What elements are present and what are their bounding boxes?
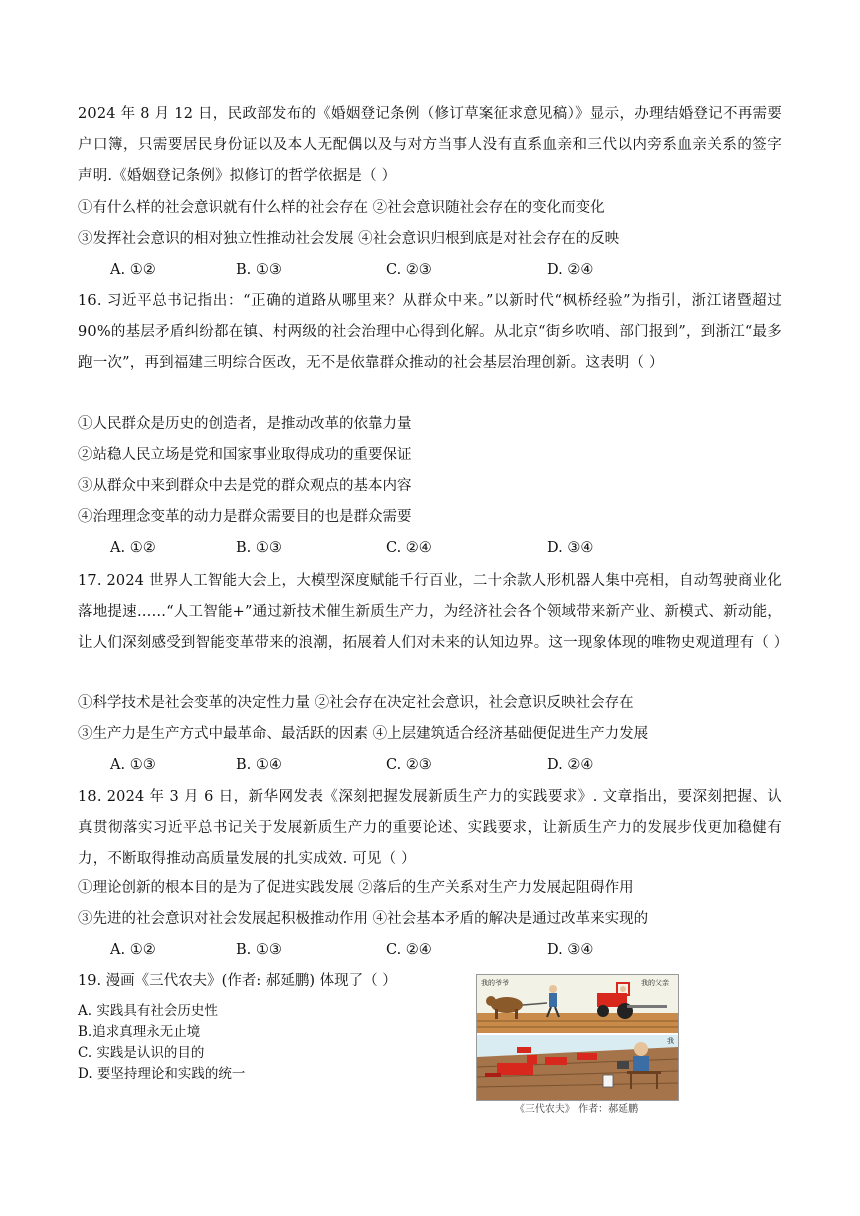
label-father: 我的父亲 xyxy=(641,979,669,987)
q16-item-2: ②站稳人民立场是党和国家事业取得成功的重要保证 xyxy=(78,447,412,463)
q17-option-c[interactable]: C. ②③ xyxy=(386,757,432,773)
q16-item-4: ④治理理念变革的动力是群众需要目的也是群众需要 xyxy=(78,509,412,525)
label-grandfather: 我的爷爷 xyxy=(481,979,509,987)
q16-option-d[interactable]: D. ③④ xyxy=(547,540,594,556)
q17-statements-2: ③生产力是生产方式中最革命、最活跃的因素 ④上层建筑适合经济基础便促进生产力发展 xyxy=(78,726,649,742)
q16-options xyxy=(110,538,670,558)
q18-option-c[interactable]: C. ②④ xyxy=(386,942,432,958)
q17-option-b[interactable]: B. ①④ xyxy=(236,757,282,773)
q18-statements-2: ③先进的社会意识对社会发展起积极推动作用 ④社会基本矛盾的解决是通过改革来实现的 xyxy=(78,911,649,927)
q18-option-b[interactable]: B. ①③ xyxy=(236,942,282,958)
q19-option-c[interactable]: C. 实践是认识的目的 xyxy=(78,1045,205,1061)
q16-item-1: ①人民群众是历史的创造者，是推动改革的依靠力量 xyxy=(78,416,412,432)
q19-option-a[interactable]: A. 实践具有社会历史性 xyxy=(78,1003,218,1019)
q16-option-a[interactable]: A. ①② xyxy=(110,540,156,556)
q15-option-b[interactable]: B. ①③ xyxy=(236,262,282,278)
q15-statements-2: ③发挥社会意识的相对独立性推动社会发展 ④社会意识归根到底是对社会存在的反映 xyxy=(78,231,620,247)
cartoon-drawing xyxy=(477,975,678,1100)
cartoon-caption: 《三代农夫》 作者：郝延鹏 xyxy=(514,1104,639,1115)
q17-statements-1: ①科学技术是社会变革的决定性力量 ②社会存在决定社会意识，社会意识反映社会存在 xyxy=(78,695,634,711)
q16-option-c[interactable]: C. ②④ xyxy=(386,540,432,556)
q17-stem: 17. 2024 世界人工智能大会上，大模型深度赋能千行百业，二十余款人形机器人集中亮相，自动驾驶商业化落地提速……“人工智能+”通过新技术催生新质生产力，为经济社会各个领域带来新产业、新模式、新动能，让人们深刻感受到智能变革带来的浪潮，拓展着人们对未来的认知边界。这一现象体现的唯物史观道理有（ ） xyxy=(78,573,789,651)
q18-options xyxy=(110,940,670,960)
q17-option-a[interactable]: A. ①③ xyxy=(110,757,156,773)
q19-option-b[interactable]: B.追求真理永无止境 xyxy=(78,1024,201,1040)
q15-stem: 2024 年 8 月 12 日，民政部发布的《婚姻登记条例（修订草案征求意见稿）》显示，办理结婚登记不再需要户口簿，只需要居民身份证以及本人无配偶以及与对方当事人没有直系血亲和三代以内旁系血亲关系的签字声明.《婚姻登记条例》拟修订的哲学依据是（ ） xyxy=(78,106,782,184)
q15-option-a[interactable]: A. ①② xyxy=(110,262,156,278)
q16-option-b[interactable]: B. ①③ xyxy=(236,540,282,556)
q15-option-d[interactable]: D. ②④ xyxy=(547,262,594,278)
q16-stem: 16. 习近平总书记指出：“正确的道路从哪里来？从群众中来。”以新时代“枫桥经验”为指引，浙江诸暨超过 90%的基层矛盾纠纷都在镇、村两级的社会治理中心得到化解。从北京“街乡吹哨、部门报到”，到浙江“最多跑一次”，再到福建三明综合医改，无不是依靠群众推动的社会基层治理创新。这表明（ ） xyxy=(78,293,782,371)
q17-option-d[interactable]: D. ②④ xyxy=(547,757,594,773)
q16-item-3: ③从群众中来到群众中去是党的群众观点的基本内容 xyxy=(78,478,412,494)
q18-option-a[interactable]: A. ①② xyxy=(110,942,156,958)
q18-statements-1: ①理论创新的根本目的是为了促进实践发展 ②落后的生产关系对生产力发展起阻碍作用 xyxy=(78,880,634,896)
label-me: 我 xyxy=(667,1037,674,1045)
q17-options xyxy=(110,755,670,775)
q15-option-c[interactable]: C. ②③ xyxy=(386,262,432,278)
three-generations-farmer-cartoon xyxy=(476,974,679,1101)
q18-option-d[interactable]: D. ③④ xyxy=(547,942,594,958)
q15-options xyxy=(110,260,670,280)
q19-stem: 19. 漫画《三代农夫》(作者: 郝延鹏) 体现了（ ） xyxy=(78,973,397,989)
q19-option-d[interactable]: D. 要坚持理论和实践的统一 xyxy=(78,1066,246,1082)
q18-stem: 18. 2024 年 3 月 6 日，新华网发表《深刻把握发展新质生产力的实践要求》. 文章指出，要深刻把握、认真贯彻落实习近平总书记关于发展新质生产力的重要论述、实践要求，让新质生产力的发展步伐更加稳健有力，不断取得推动高质量发展的扎实成效. 可见（ ） xyxy=(78,789,782,867)
q15-statements-1: ①有什么样的社会意识就有什么样的社会存在 ②社会意识随社会存在的变化而变化 xyxy=(78,200,605,216)
